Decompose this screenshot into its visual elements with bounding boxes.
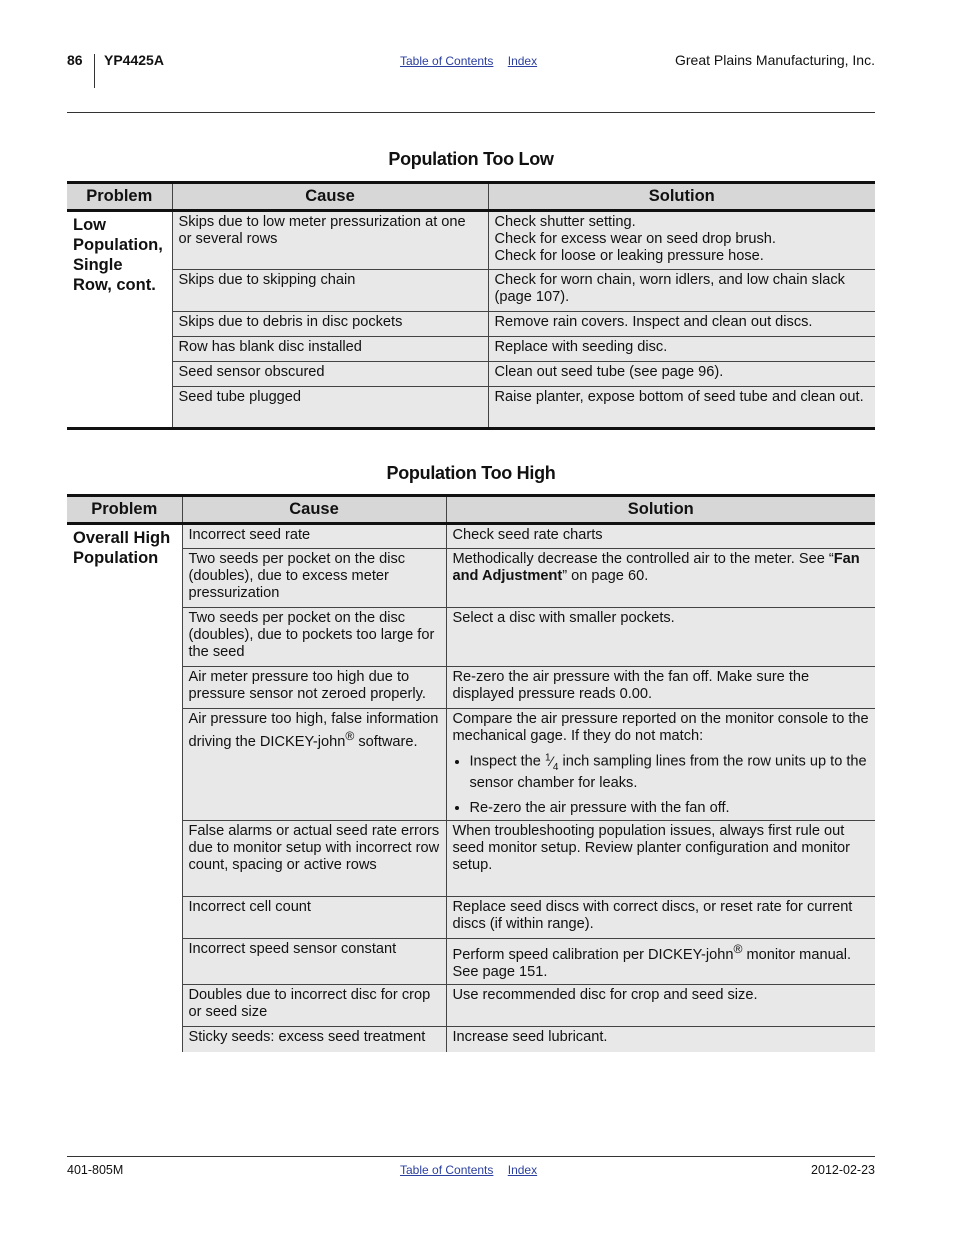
column-header-problem: Problem [67,183,172,211]
fraction-numerator: 1 [544,752,551,763]
cause-cell: Seed tube plugged [172,387,488,429]
registered-mark: ® [733,942,743,957]
problem-cell: Overall High Population [67,524,182,1052]
cause-cell: Skips due to skipping chain [172,270,488,312]
bullet-text: Inspect the [469,753,545,770]
bullet-text: inch sampling lines from the row units up to the sensor chamber for leaks. [469,753,867,792]
table-of-contents-link[interactable]: Table of Contents [400,1163,494,1177]
solution-bullet-list [453,749,870,817]
table-row [67,387,875,429]
cause-cell: Incorrect speed sensor constant [182,939,446,985]
table-row [67,667,875,709]
table-row [67,985,875,1027]
footer-rule [67,1156,875,1157]
section-title-population-too-high: Population Too High [386,463,556,483]
fraction-denominator: 4 [552,761,559,773]
fan-and-adjustment-reference: Fan and Adjustment [452,551,860,584]
page-number: 86 [67,52,83,68]
cause-cell: Skips due to low meter pressurization at one or several rows [172,211,488,270]
table-row [67,939,875,985]
fraction-quarter: $^1⁄_4$ [544,752,559,773]
column-header-solution: Solution [488,183,875,211]
solution-text: Compare the air pressure reported on the monitor console to the mechanical gage. If they do not match: [452,711,869,744]
cause-cell: Skips due to debris in disc pockets [172,312,488,337]
solution-cell: Remove rain covers. Inspect and clean out discs. [488,312,875,337]
cause-cell: False alarms or actual seed rate errors due to monitor setup with incorrect row count, spacing or active rows [182,821,446,897]
solution-cell: Replace seed discs with correct discs, or reset rate for current discs (if within range). [446,897,875,939]
header-divider [94,54,95,88]
solution-cell: When troubleshooting population issues, always first rule out seed monitor setup. Review planter configuration and monitor setup. [446,821,875,897]
section-title-population-too-low: Population Too Low [388,149,554,169]
solution-cell: Check for worn chain, worn idlers, and low chain slack (page 107). [488,270,875,312]
solution-cell [488,211,875,270]
table-row [67,524,875,549]
solution-text: monitor manual. See page 151. [452,947,852,981]
cause-cell: Air meter pressure too high due to pressure sensor not zeroed properly. [182,667,446,709]
column-header-solution: Solution [446,496,875,524]
cause-cell: Two seeds per pocket on the disc (doubles), due to pockets too large for the seed [182,608,446,667]
cause-cell [182,709,446,821]
doc-code: YP4425A [104,52,164,68]
solution-cell: Clean out seed tube (see page 96). [488,362,875,387]
table-row [67,897,875,939]
population-too-high-table [67,494,875,1052]
solution-cell: Re-zero the air pressure with the fan off. Make sure the displayed pressure reads 0.00. [446,667,875,709]
population-too-low-table [67,181,875,430]
solution-cell: Raise planter, expose bottom of seed tube and clean out. [488,387,875,429]
publication-date: 2012-02-23 [811,1163,875,1177]
solution-cell: Check seed rate charts [446,524,875,549]
table-row [67,608,875,667]
table-row [67,270,875,312]
page-header [67,52,875,88]
part-number: 401-805M [67,1163,124,1177]
header-nav [400,54,548,68]
cause-cell: Row has blank disc installed [172,337,488,362]
table-row [67,211,875,270]
table-row [67,362,875,387]
column-header-cause: Cause [182,496,446,524]
solution-cell [446,939,875,985]
cause-cell: Seed sensor obscured [172,362,488,387]
column-header-cause: Cause [172,183,488,211]
table-row [67,1027,875,1052]
cause-text: Air pressure too high, false information driving the DICKEY-john [188,711,439,750]
registered-mark: ® [345,729,355,743]
table-row [67,312,875,337]
cause-text: software. [354,733,418,750]
solution-cell: Replace with seeding disc. [488,337,875,362]
solution-line: Check for excess wear on seed drop brush. [494,231,776,247]
cause-cell: Sticky seeds: excess seed treatment [182,1027,446,1052]
solution-cell: Select a disc with smaller pockets. [446,608,875,667]
solution-text: ” on page 60. [562,568,649,584]
cause-cell: Doubles due to incorrect disc for crop or seed size [182,985,446,1027]
company-name: Great Plains Manufacturing, Inc. [675,52,875,68]
solution-cell: Use recommended disc for crop and seed size. [446,985,875,1027]
table-row [67,549,875,608]
cause-cell: Incorrect cell count [182,897,446,939]
index-link[interactable]: Index [507,1163,538,1177]
bullet-item: • Re-zero the air pressure with the fan off. [470,800,870,817]
header-rule [67,112,875,113]
table-row [67,709,875,821]
table-row [67,337,875,362]
solution-text: Methodically decrease the controlled air to the meter. See “ [452,551,834,567]
column-header-problem: Problem [67,496,182,524]
footer-nav [400,1163,548,1177]
index-link[interactable]: Index [507,54,538,68]
bullet-item [470,749,870,792]
cause-cell: Two seeds per pocket on the disc (doubles), due to excess meter pressurization [182,549,446,608]
solution-cell [446,549,875,608]
solution-cell: Increase seed lubricant. [446,1027,875,1052]
table-row [67,821,875,897]
solution-line: Check shutter setting. [494,214,636,230]
table-of-contents-link[interactable]: Table of Contents [400,54,494,68]
solution-cell [446,709,875,821]
cause-cell: Incorrect seed rate [182,524,446,549]
problem-cell: Low Population, Single Row, cont. [67,211,172,429]
solution-text: Perform speed calibration per DICKEY-john [452,947,734,964]
solution-line: Check for loose or leaking pressure hose. [494,248,764,264]
